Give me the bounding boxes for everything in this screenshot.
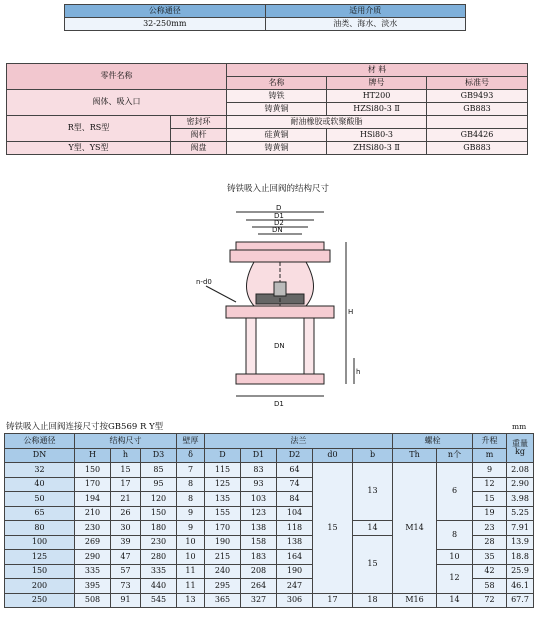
- table-cell: 164: [277, 550, 313, 565]
- top-flange: [236, 242, 324, 250]
- table-cell: 138: [241, 521, 277, 536]
- table-cell: 120: [141, 492, 177, 507]
- material-name: 耐油橡胶或软聚酸脂: [227, 116, 427, 129]
- table-cell: 103: [241, 492, 277, 507]
- d0-value: 17: [313, 593, 353, 608]
- table-cell: 150: [75, 463, 111, 478]
- subheader-name: 名称: [227, 77, 327, 90]
- table-cell: 269: [75, 535, 111, 550]
- table-cell: 190: [277, 564, 313, 579]
- table-cell: 47: [111, 550, 141, 565]
- material-grade: HZSi80-3 Ⅱ: [327, 103, 427, 116]
- header-part-name: 零件名称: [7, 64, 227, 90]
- middle-flange: [226, 306, 334, 318]
- table-cell: 183: [241, 550, 277, 565]
- medium-table: [64, 4, 466, 31]
- header-material: 材 料: [227, 64, 528, 77]
- h-weight-unit: kg: [515, 447, 525, 456]
- figure-title: 铸铁吸入止回阀的结构尺寸: [226, 184, 329, 194]
- table-cell: 28: [473, 535, 507, 550]
- table-cell: 91: [111, 593, 141, 608]
- thread-value: M14: [393, 463, 437, 594]
- table-cell: 9: [473, 463, 507, 478]
- table-cell: 290: [75, 550, 111, 565]
- material-standard-empty: [427, 116, 528, 129]
- table-cell: 2.08: [507, 463, 534, 478]
- table-cell: 135: [205, 492, 241, 507]
- table-cell: 155: [205, 506, 241, 521]
- table-cell: 9: [177, 521, 205, 536]
- table-cell: 11: [177, 564, 205, 579]
- table-row: [5, 593, 534, 608]
- table-cell: 46.1: [507, 579, 534, 594]
- h2-D1: D1: [241, 448, 277, 463]
- material-table: [6, 63, 528, 155]
- table-cell: 295: [205, 579, 241, 594]
- table-cell: 327: [241, 593, 277, 608]
- label-DN-bottom: DN: [274, 342, 285, 350]
- table-cell: 11: [177, 579, 205, 594]
- table-cell: 5.25: [507, 506, 534, 521]
- valve-drawing: [196, 198, 366, 410]
- dimension-table: [4, 433, 534, 608]
- value-nominal-diameter: 32-250mm: [65, 18, 266, 31]
- h-nominal: 公称通径: [5, 434, 75, 449]
- table-cell: 104: [277, 506, 313, 521]
- h-weight-label: 重量: [512, 438, 528, 448]
- table-cell: 210: [75, 506, 111, 521]
- h-structure: 结构尺寸: [75, 434, 177, 449]
- upper-flange: [230, 250, 330, 262]
- h2-h: h: [111, 448, 141, 463]
- label-h: h: [356, 368, 361, 376]
- material-grade: HT200: [327, 90, 427, 103]
- table-cell: 67.7: [507, 593, 534, 608]
- table-cell: 170: [205, 521, 241, 536]
- h2-D3: D3: [141, 448, 177, 463]
- table-cell: 125: [5, 550, 75, 565]
- table-row: [5, 550, 534, 565]
- table-cell: 395: [75, 579, 111, 594]
- table-cell: 180: [141, 521, 177, 536]
- table-row: [5, 564, 534, 579]
- table-cell: 194: [75, 492, 111, 507]
- material-standard: GB4426: [427, 129, 528, 142]
- h2-D: D: [205, 448, 241, 463]
- part-stem: 阀杆: [171, 129, 227, 142]
- table-cell: 40: [5, 477, 75, 492]
- h-weight: [507, 434, 534, 463]
- table-cell: 95: [141, 477, 177, 492]
- table-cell: 138: [277, 535, 313, 550]
- table-cell: 74: [277, 477, 313, 492]
- table-cell: 21: [111, 492, 141, 507]
- table-cell: 19: [473, 506, 507, 521]
- bottom-flange: [236, 374, 324, 384]
- table-cell: 335: [75, 564, 111, 579]
- part-disc: 阀盘: [171, 142, 227, 155]
- label-D1: D1: [274, 212, 284, 220]
- h-wall: 壁厚: [177, 434, 205, 449]
- stem: [274, 282, 286, 296]
- table-cell: 365: [205, 593, 241, 608]
- material-grade: HSi80-3: [327, 129, 427, 142]
- b-value: 14: [353, 521, 393, 536]
- table-cell: 65: [5, 506, 75, 521]
- h2-d0: d0: [313, 448, 353, 463]
- n-value: 10: [437, 550, 473, 565]
- table-cell: 250: [5, 593, 75, 608]
- table-cell: 73: [111, 579, 141, 594]
- table-cell: 32: [5, 463, 75, 478]
- table-cell: 57: [111, 564, 141, 579]
- table-cell: 10: [177, 535, 205, 550]
- table-cell: 13: [177, 593, 205, 608]
- table-cell: 335: [141, 564, 177, 579]
- table-cell: 26: [111, 506, 141, 521]
- value-medium: 油类、海水、淡水: [265, 18, 466, 31]
- table-cell: 7.91: [507, 521, 534, 536]
- h2-b: b: [353, 448, 393, 463]
- material-name: 铸铁: [227, 90, 327, 103]
- table-cell: 190: [205, 535, 241, 550]
- table-cell: 440: [141, 579, 177, 594]
- table-cell: 30: [111, 521, 141, 536]
- table-cell: 280: [141, 550, 177, 565]
- h2-delta: δ: [177, 448, 205, 463]
- material-standard: GB883: [427, 103, 528, 116]
- n-value: 12: [437, 564, 473, 593]
- table-cell: 8: [177, 492, 205, 507]
- d0-value: 15: [313, 463, 353, 594]
- n-value: 8: [437, 521, 473, 550]
- table-cell: 264: [241, 579, 277, 594]
- table-cell: 247: [277, 579, 313, 594]
- leader-nd0: [206, 286, 236, 302]
- table-cell: 8: [177, 477, 205, 492]
- thread-value: M16: [393, 593, 437, 608]
- h2-dn: DN: [5, 448, 75, 463]
- table-cell: 123: [241, 506, 277, 521]
- table3-title: 铸铁吸入止回阀连接尺寸按GB569 R Y型: [6, 422, 164, 432]
- table-cell: 18.8: [507, 550, 534, 565]
- table-cell: 15: [473, 492, 507, 507]
- model-y: Y型、YS型: [7, 142, 171, 155]
- table-cell: 170: [75, 477, 111, 492]
- table-cell: 100: [5, 535, 75, 550]
- n-value: 14: [437, 593, 473, 608]
- table-cell: 15: [111, 463, 141, 478]
- subheader-standard: 标准号: [427, 77, 528, 90]
- h-bolt: 螺栓: [393, 434, 473, 449]
- header-nominal-diameter: 公称通径: [65, 5, 266, 18]
- table-cell: 72: [473, 593, 507, 608]
- label-D: D: [276, 204, 282, 212]
- material-standard: GB9493: [427, 90, 528, 103]
- label-D1-bottom: D1: [274, 400, 284, 408]
- table-row: [5, 521, 534, 536]
- material-name: 硅黄铜: [227, 129, 327, 142]
- b-value: 18: [353, 593, 393, 608]
- label-H: H: [348, 308, 354, 316]
- table-row: [5, 463, 534, 478]
- table-cell: 200: [5, 579, 75, 594]
- table-cell: 7: [177, 463, 205, 478]
- table-cell: 85: [141, 463, 177, 478]
- part-seal-ring: 密封环: [171, 116, 227, 129]
- table-cell: 125: [205, 477, 241, 492]
- dimension-rows: [5, 463, 534, 608]
- table-cell: 208: [241, 564, 277, 579]
- table-cell: 93: [241, 477, 277, 492]
- table-cell: 58: [473, 579, 507, 594]
- material-standard: GB883: [427, 142, 528, 155]
- table-cell: 158: [241, 535, 277, 550]
- table-cell: 545: [141, 593, 177, 608]
- table-cell: 215: [205, 550, 241, 565]
- n-value: 6: [437, 463, 473, 521]
- label-DN: DN: [272, 226, 283, 234]
- label-nd0: n-d0: [196, 278, 212, 286]
- model-r: R型、RS型: [7, 116, 171, 142]
- h2-H: H: [75, 448, 111, 463]
- table-cell: 39: [111, 535, 141, 550]
- material-name: 铸黄铜: [227, 103, 327, 116]
- table-cell: 230: [75, 521, 111, 536]
- table-cell: 10: [177, 550, 205, 565]
- table-cell: 80: [5, 521, 75, 536]
- table-cell: 84: [277, 492, 313, 507]
- table-cell: 230: [141, 535, 177, 550]
- table-cell: 83: [241, 463, 277, 478]
- material-grade: ZHSi80-3 Ⅱ: [327, 142, 427, 155]
- table-cell: 23: [473, 521, 507, 536]
- table-cell: 35: [473, 550, 507, 565]
- table-cell: 508: [75, 593, 111, 608]
- h2-m: m: [473, 448, 507, 463]
- table-cell: 2.90: [507, 477, 534, 492]
- table-cell: 306: [277, 593, 313, 608]
- table-cell: 9: [177, 506, 205, 521]
- label-D2: D2: [274, 219, 284, 227]
- b-value: 15: [353, 535, 393, 593]
- table-cell: 13.9: [507, 535, 534, 550]
- table-cell: 12: [473, 477, 507, 492]
- table-cell: 150: [141, 506, 177, 521]
- table-cell: 42: [473, 564, 507, 579]
- table-cell: 115: [205, 463, 241, 478]
- table-cell: 3.98: [507, 492, 534, 507]
- table3-unit: mm: [512, 422, 527, 431]
- table-cell: 118: [277, 521, 313, 536]
- h2-th: Th: [393, 448, 437, 463]
- h-flange: 法兰: [205, 434, 393, 449]
- header-medium: 适用介质: [265, 5, 466, 18]
- table-cell: 17: [111, 477, 141, 492]
- table-cell: 25.9: [507, 564, 534, 579]
- subheader-grade: 牌号: [327, 77, 427, 90]
- b-value: 13: [353, 463, 393, 521]
- part-body: 阀体、吸入口: [7, 90, 227, 116]
- material-name: 铸黄铜: [227, 142, 327, 155]
- table-cell: 150: [5, 564, 75, 579]
- table-cell: 240: [205, 564, 241, 579]
- h-lift: 升程: [473, 434, 507, 449]
- h2-n: n个: [437, 448, 473, 463]
- table-cell: 64: [277, 463, 313, 478]
- table-cell: 50: [5, 492, 75, 507]
- h2-D2: D2: [277, 448, 313, 463]
